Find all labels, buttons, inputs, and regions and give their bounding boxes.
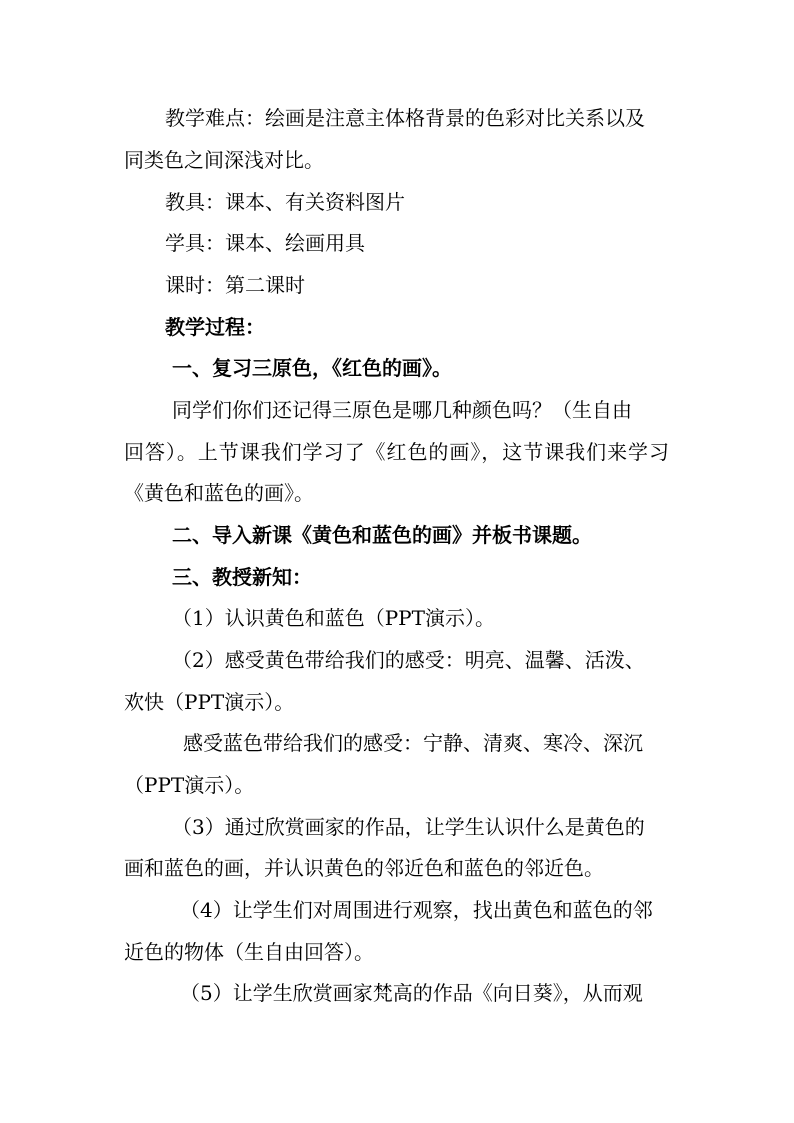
heading-section-1: 一、复习三原色，《红色的画》。 (172, 356, 452, 380)
text-line-step-3-cont: 画和蓝色的画，并认识黄色的邻近色和蓝色的邻近色。 (124, 856, 604, 880)
text-line-teaching-aids: 教具：课本、有关资料图片 (165, 190, 405, 214)
text-line-step-2: （2）感受黄色带给我们的感受：明亮、温馨、活泼、 (172, 648, 645, 672)
text-line-blue-feeling-cont: （PPT演示）。 (124, 773, 255, 797)
heading-teaching-process: 教学过程： (165, 315, 265, 339)
text-line-step-3: （3）通过欣赏画家的作品，让学生认识什么是黄色的 (172, 815, 645, 839)
text-line-difficulty: 教学难点：绘画是注意主体格背景的色彩对比关系以及 (165, 106, 645, 130)
text-line-class-hour: 课时：第二课时 (165, 273, 305, 297)
text-line-lesson-title: 《黄色和蓝色的画》。 (124, 481, 314, 505)
text-line-step-4-cont: 近色的物体（生自由回答）。 (124, 940, 374, 964)
text-line-difficulty-cont: 同类色之间深浅对比。 (124, 148, 324, 172)
heading-section-2: 二、导入新课《黄色和蓝色的画》并板书课题。 (172, 523, 592, 547)
text-line-blue-feeling: 感受蓝色带给我们的感受：宁静、清爽、寒冷、深沉 (183, 731, 643, 755)
text-line-step-2-cont: 欢快（PPT演示）。 (124, 690, 295, 714)
text-line-learning-tools: 学具：课本、绘画用具 (165, 231, 365, 255)
text-line-review-question: 同学们你们还记得三原色是哪几种颜色吗？（生自由 (172, 398, 632, 422)
text-line-step-5: （5）让学生欣赏画家梵高的作品《向日葵》，从而观 (180, 981, 643, 1005)
heading-section-3: 三、教授新知： (172, 565, 312, 589)
text-line-step-4: （4）让学生们对周围进行观察，找出黄色和蓝色的邻 (180, 898, 653, 922)
text-line-review-answer: 回答）。上节课我们学习了《红色的画》，这节课我们来学习 (124, 440, 669, 464)
text-line-step-1: （1）认识黄色和蓝色（PPT演示）。 (172, 606, 495, 630)
